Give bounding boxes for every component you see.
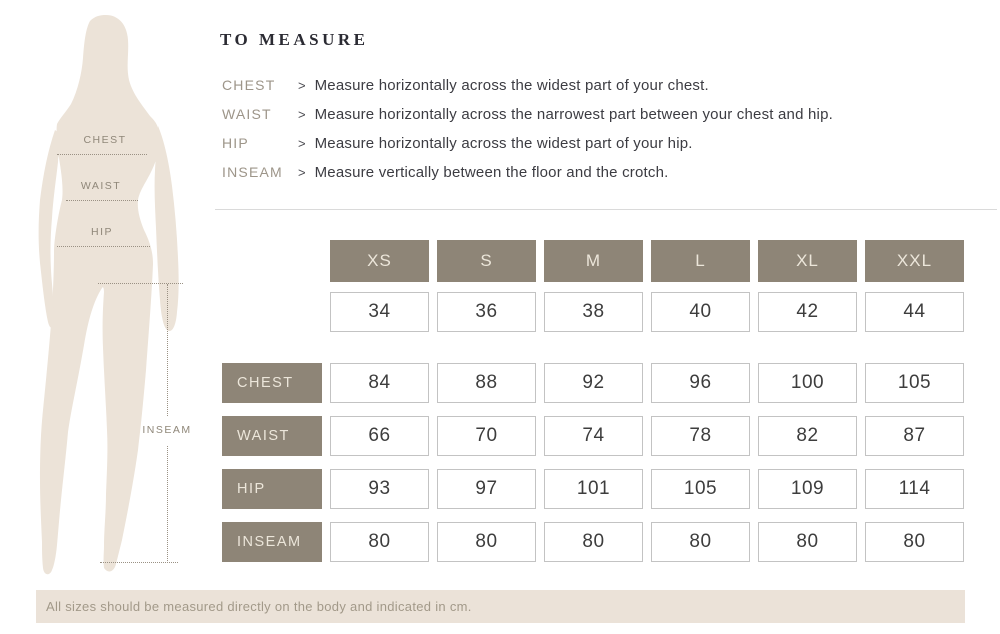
size-value-cell: 80 bbox=[330, 522, 429, 562]
row-label-cell: INSEAM bbox=[222, 522, 322, 562]
row-label-cell: CHEST bbox=[222, 363, 322, 403]
size-value-cell: 74 bbox=[544, 416, 643, 456]
size-value-cell: 105 bbox=[865, 363, 964, 403]
instruction-label: HIP bbox=[222, 135, 249, 151]
chest-measure-line bbox=[57, 154, 147, 155]
size-header-cell: M bbox=[544, 240, 643, 282]
numeric-size-cell: 40 bbox=[651, 292, 750, 332]
size-value-cell: 80 bbox=[437, 522, 536, 562]
size-value-cell: 93 bbox=[330, 469, 429, 509]
size-value-cell: 109 bbox=[758, 469, 857, 509]
size-value-cell: 92 bbox=[544, 363, 643, 403]
page-title: TO MEASURE bbox=[220, 30, 369, 49]
instruction-text: Measure horizontally across the widest part of your chest. bbox=[314, 77, 709, 94]
numeric-size-row bbox=[222, 292, 964, 332]
size-header-cell: XL bbox=[758, 240, 857, 282]
numeric-size-cell: 44 bbox=[865, 292, 964, 332]
waist-measure-line bbox=[66, 200, 138, 201]
size-value-cell: 80 bbox=[865, 522, 964, 562]
size-value-cell: 84 bbox=[330, 363, 429, 403]
size-value-cell: 87 bbox=[865, 416, 964, 456]
size-header-cell: S bbox=[437, 240, 536, 282]
instruction-row-hip bbox=[222, 135, 693, 152]
instruction-label: WAIST bbox=[222, 106, 272, 122]
chevron-right-icon: > bbox=[298, 107, 306, 122]
size-value-cell: 70 bbox=[437, 416, 536, 456]
figure-inseam-label: INSEAM bbox=[142, 424, 192, 436]
size-value-cell: 80 bbox=[651, 522, 750, 562]
size-header-row bbox=[222, 240, 964, 282]
size-value-cell: 100 bbox=[758, 363, 857, 403]
size-value-cell: 101 bbox=[544, 469, 643, 509]
hip-measure-line bbox=[57, 246, 150, 247]
size-value-cell: 105 bbox=[651, 469, 750, 509]
chevron-right-icon: > bbox=[298, 165, 306, 180]
inseam-row bbox=[222, 522, 964, 562]
hip-row bbox=[222, 469, 964, 509]
size-header-cell: XS bbox=[330, 240, 429, 282]
figure-chest-label: CHEST bbox=[83, 134, 127, 146]
size-value-cell: 114 bbox=[865, 469, 964, 509]
size-value-cell: 96 bbox=[651, 363, 750, 403]
numeric-size-cell: 38 bbox=[544, 292, 643, 332]
numeric-size-cell: 36 bbox=[437, 292, 536, 332]
instruction-label: CHEST bbox=[222, 77, 276, 93]
body-measurement-figure bbox=[0, 0, 210, 600]
inseam-vertical-line-lower bbox=[167, 446, 168, 563]
inseam-top-line bbox=[98, 283, 183, 284]
inseam-bottom-line bbox=[100, 562, 178, 563]
waist-row bbox=[222, 416, 964, 456]
size-value-cell: 80 bbox=[544, 522, 643, 562]
size-header-cell: L bbox=[651, 240, 750, 282]
size-value-cell: 80 bbox=[758, 522, 857, 562]
header-spacer bbox=[222, 240, 322, 282]
instruction-text: Measure horizontally across the narrowest part between your chest and hip. bbox=[314, 106, 833, 123]
size-value-cell: 88 bbox=[437, 363, 536, 403]
inseam-vertical-line-upper bbox=[167, 284, 168, 416]
section-divider bbox=[215, 209, 997, 210]
footer-note: All sizes should be measured directly on the body and indicated in cm. bbox=[36, 590, 965, 623]
numeric-size-cell: 42 bbox=[758, 292, 857, 332]
instruction-row-waist bbox=[222, 106, 833, 123]
row-label-cell: HIP bbox=[222, 469, 322, 509]
row-spacer bbox=[222, 292, 322, 332]
figure-waist-label: WAIST bbox=[80, 180, 122, 192]
size-value-cell: 66 bbox=[330, 416, 429, 456]
instruction-text: Measure vertically between the floor and the crotch. bbox=[314, 164, 669, 181]
figure-hip-label: HIP bbox=[90, 226, 113, 238]
chevron-right-icon: > bbox=[298, 136, 306, 151]
instruction-text: Measure horizontally across the widest part of your hip. bbox=[314, 135, 693, 152]
size-value-cell: 78 bbox=[651, 416, 750, 456]
instruction-row-chest bbox=[222, 77, 709, 94]
size-header-cell: XXL bbox=[865, 240, 964, 282]
chest-row bbox=[222, 363, 964, 403]
instruction-label: INSEAM bbox=[222, 164, 283, 180]
row-label-cell: WAIST bbox=[222, 416, 322, 456]
size-value-cell: 82 bbox=[758, 416, 857, 456]
numeric-size-cell: 34 bbox=[330, 292, 429, 332]
female-body-silhouette bbox=[30, 10, 190, 590]
chevron-right-icon: > bbox=[298, 78, 306, 93]
instruction-row-inseam bbox=[222, 164, 669, 181]
size-value-cell: 97 bbox=[437, 469, 536, 509]
